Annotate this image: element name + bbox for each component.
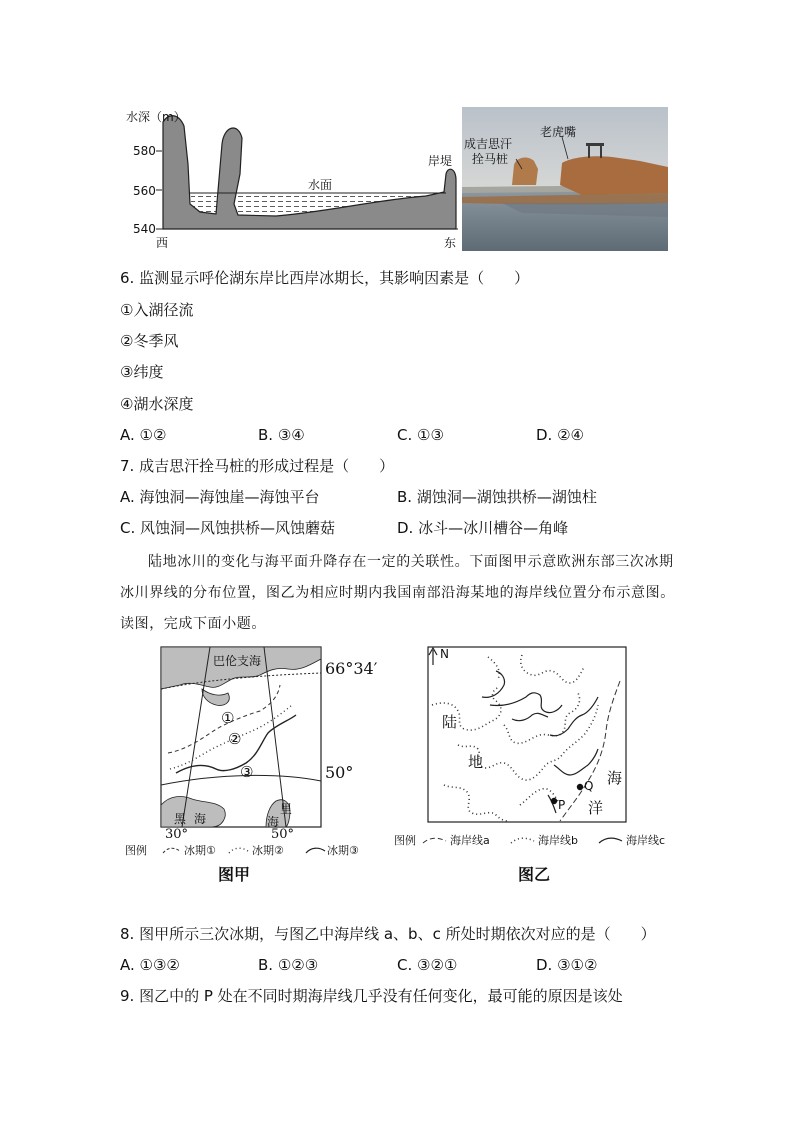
map-yi-legend-a: 海岸线a xyxy=(450,834,490,847)
map-yi-point-p: P xyxy=(558,798,566,812)
lake-profile-figure xyxy=(126,104,462,252)
photo-label-pillar-2: 拴马桩 xyxy=(472,152,509,166)
map-jia-legend-title: 图例 xyxy=(125,844,147,857)
y-tick-580: 580 xyxy=(133,144,156,158)
q6-item-3: ③纬度 xyxy=(120,363,164,381)
map-yi-sea-2: 洋 xyxy=(588,799,604,817)
q9-stem: 9. 图乙中的 P 处在不同时期海岸线几乎没有任何变化，最可能的原因是该处 xyxy=(120,987,623,1005)
q7-option-b[interactable]: B. 湖蚀洞—湖蚀拱桥—湖蚀柱 xyxy=(397,488,597,506)
map-jia-sea-label: 巴伦支海 xyxy=(213,654,262,668)
map-jia-caspian-1: 里 xyxy=(280,802,293,816)
map-jia-legend-2: 冰期② xyxy=(252,844,284,857)
q6-item-4: ④湖水深度 xyxy=(120,395,194,413)
map-jia-lon-50: 50° xyxy=(271,827,295,842)
map-jia xyxy=(120,645,385,890)
legend-swatch-c xyxy=(598,835,624,845)
legend-swatch-a xyxy=(422,835,448,845)
map-yi-caption: 图乙 xyxy=(518,865,551,884)
map-yi-legend-c: 海岸线c xyxy=(626,834,666,847)
water-surface-label: 水面 xyxy=(308,178,333,192)
lake-profile-svg xyxy=(126,104,462,252)
map-yi-sea-1: 海 xyxy=(607,769,623,787)
map-jia-lon-30: 30° xyxy=(165,827,189,842)
map-yi-legend-title: 图例 xyxy=(394,834,416,847)
map-jia-legend-3: 冰期③ xyxy=(327,844,359,857)
q6-option-b[interactable]: B. ③④ xyxy=(258,426,305,444)
q7-option-d[interactable]: D. 冰斗—冰川槽谷—角峰 xyxy=(397,519,569,537)
map-jia-zone-3: ③ xyxy=(240,763,254,781)
legend-swatch-b xyxy=(510,835,536,845)
legend-swatch-3 xyxy=(305,845,327,855)
y-tick-560: 560 xyxy=(133,184,156,198)
map-yi-land-1: 陆 xyxy=(442,713,458,731)
y-axis-label: 水深（m） xyxy=(126,110,186,124)
map-yi-north: N xyxy=(440,647,449,661)
q6-item-1: ①入湖径流 xyxy=(120,301,194,319)
rock-pillar xyxy=(512,158,538,185)
map-jia-caption: 图甲 xyxy=(218,865,251,884)
legend-swatch-1 xyxy=(162,845,182,855)
q6-item-2: ②冬季风 xyxy=(120,332,179,350)
q8-stem: 8. 图甲所示三次冰期，与图乙中海岸线 a、b、c 所处时期依次对应的是（ ） xyxy=(120,925,656,943)
q8-option-b[interactable]: B. ①②③ xyxy=(258,956,319,974)
bank-label: 岸堤 xyxy=(428,154,453,168)
photo-label-tiger: 老虎嘴 xyxy=(540,125,577,139)
q7-stem: 7. 成吉思汗拴马桩的形成过程是（ ） xyxy=(120,457,395,475)
map-jia-caspian-2: 海 xyxy=(267,815,280,829)
q8-option-c[interactable]: C. ③②① xyxy=(397,956,458,974)
map-jia-zone-1: ① xyxy=(221,709,235,727)
q7-option-c[interactable]: C. 风蚀洞—风蚀拱桥—风蚀蘑菇 xyxy=(120,519,336,537)
east-label: 东 xyxy=(444,236,457,250)
map-jia-lat-50: 50° xyxy=(325,763,354,782)
map-jia-lat-66: 66°34′ xyxy=(325,659,378,678)
west-label: 西 xyxy=(156,236,169,250)
map-yi xyxy=(392,645,682,890)
map-jia-black-sea-2: 海 xyxy=(194,812,207,826)
legend-swatch-2 xyxy=(228,845,250,855)
map-yi-legend-b: 海岸线b xyxy=(538,834,578,847)
map-jia-black-sea-1: 黑 xyxy=(174,812,187,826)
y-tick-540: 540 xyxy=(133,222,156,236)
map-yi-land-2: 地 xyxy=(468,753,484,771)
q6-option-a[interactable]: A. ①② xyxy=(120,426,167,444)
photo-label-pillar-1: 成吉思汗 xyxy=(464,137,513,151)
map-jia-legend-1: 冰期① xyxy=(184,844,216,857)
q6-option-d[interactable]: D. ②④ xyxy=(536,426,584,444)
map-yi-point-q: Q xyxy=(584,779,594,793)
map-yi-svg xyxy=(392,645,682,830)
q8-option-d[interactable]: D. ③①② xyxy=(536,956,598,974)
q7-option-a[interactable]: A. 海蚀洞—海蚀崖—海蚀平台 xyxy=(120,488,320,506)
q8-option-a[interactable]: A. ①③② xyxy=(120,956,180,974)
passage-text: 陆地冰川的变化与海平面升降存在一定的关联性。下面图甲示意欧洲东部三次冰期冰川界线的分布位置，图乙为相应时期内我国南部沿海某地的海岸线位置分布示意图。读图，完成下面小题。 xyxy=(120,554,675,632)
map-jia-zone-2: ② xyxy=(228,730,242,748)
q6-stem: 6. 监测显示呼伦湖东岸比西岸冰期长，其影响因素是（ ） xyxy=(120,269,530,287)
lake-photo xyxy=(462,107,668,251)
q6-option-c[interactable]: C. ①③ xyxy=(397,426,444,444)
